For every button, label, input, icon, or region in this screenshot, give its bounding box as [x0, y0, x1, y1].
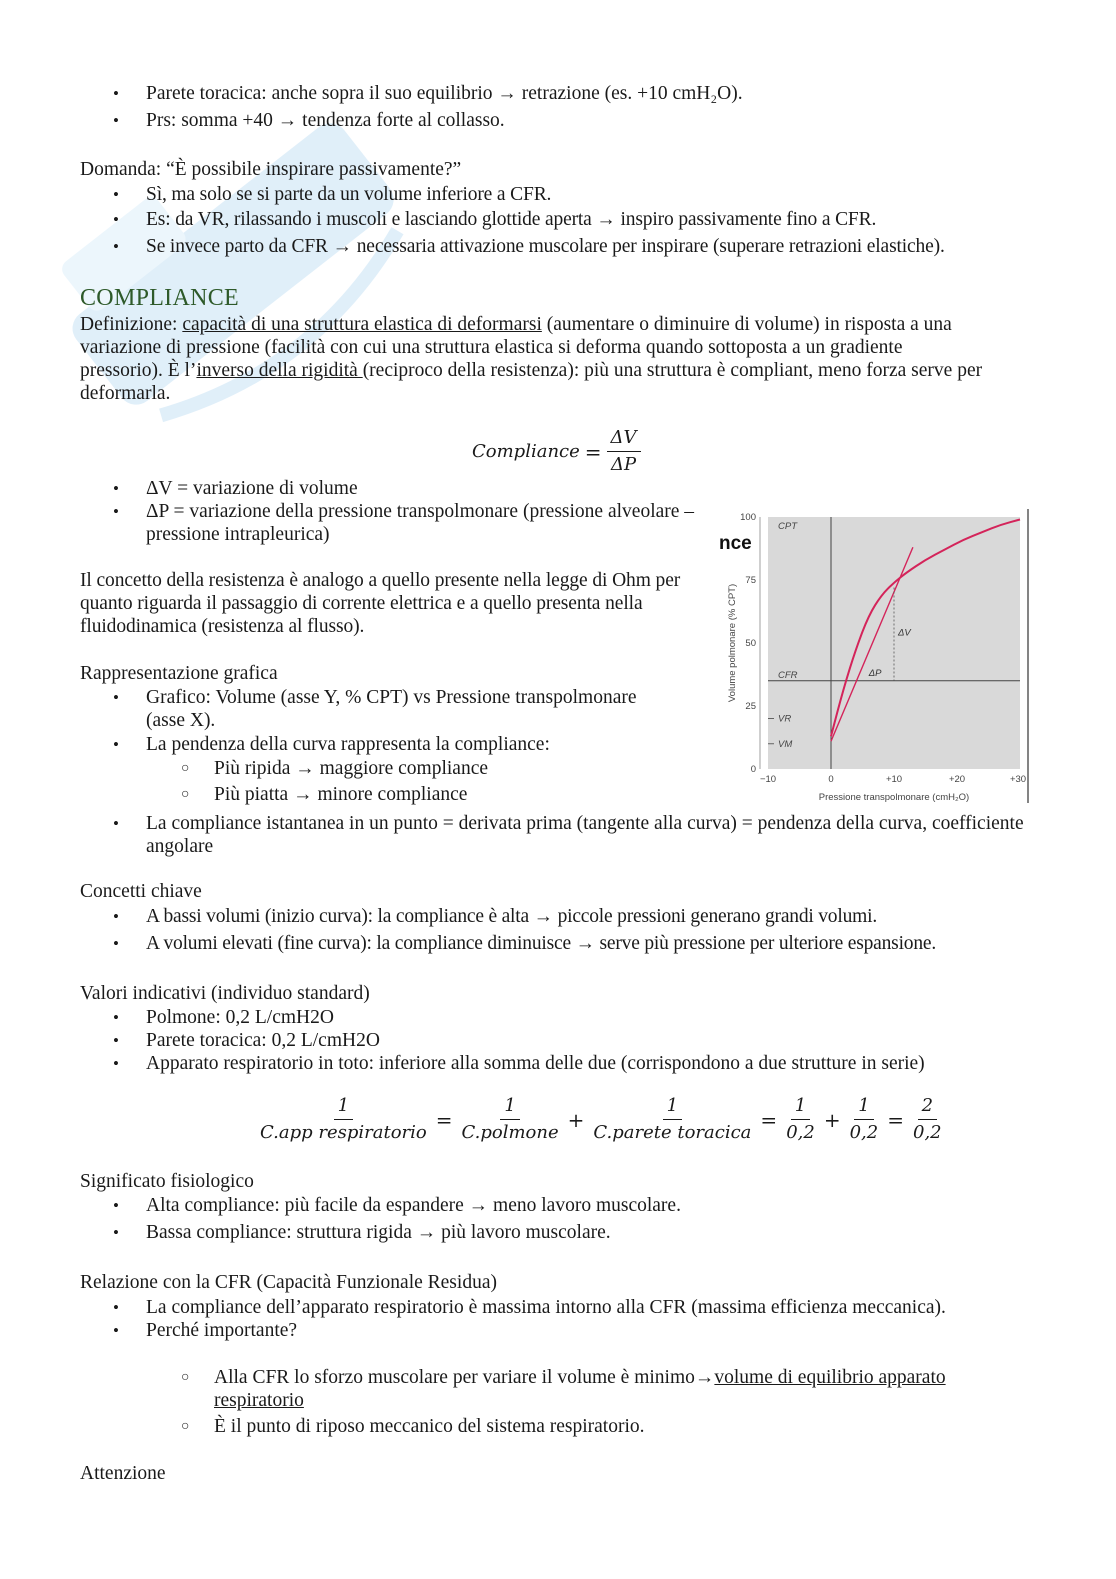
slope-bullet-text: La pendenza della curva rappresenta la compliance:	[146, 734, 550, 755]
eq-numerator: 1	[791, 1096, 810, 1120]
list-item: ○ Più ripida → maggiore compliance	[80, 756, 640, 782]
y-mark-label-vr: VR	[778, 713, 792, 725]
list-item: ○ Più piatta → minore compliance	[80, 782, 640, 808]
y-mark-label-cpt: CPT	[778, 521, 797, 532]
x-tick-label: +30	[1009, 774, 1027, 785]
formula-denominator: ΔP	[610, 454, 637, 475]
list-item: • Grafico: Volume (asse Y, % CPT) vs Pressione transpolmonare (asse X).	[80, 686, 650, 732]
definition-text: (aumentare o diminuire di volume) in risposta a una variazione di pressione (facilità con cui una struttura elastica si deforma quando sottoposta a un gradiente pressorio). È l’	[80, 314, 952, 381]
y-tick-label: 25	[745, 701, 756, 712]
top-bullet-list	[80, 82, 1070, 132]
x-tick-label: 0	[828, 774, 834, 785]
resistance-paragraph: Il concetto della resistenza è analogo a quello presente nella legge di Ohm per quanto riguarda il passaggio di corrente elettrica e a quello presenta nella fluidodinamica (resistenza al flusso).	[80, 570, 681, 637]
definition-text-2: (reciproco della resistenza): più una struttura è compliant, meno forza serve per deformarla.	[80, 360, 983, 404]
formula-equals: =	[584, 439, 602, 464]
physio-list	[80, 1194, 1040, 1244]
list-item: • Prs: somma +40 → tendenza forte al collasso.	[80, 109, 1070, 132]
eq-numerator: 1	[854, 1096, 873, 1120]
x-tick-label: +10	[885, 774, 903, 785]
graph-bullet-list	[80, 686, 650, 756]
list-item: • A volumi elevati (fine curva): la compliance diminuisce → serve più pressione per ulteriore espansione.	[80, 932, 1090, 955]
eq-fraction-lung	[458, 1096, 563, 1143]
list-item: • Perché importante?	[80, 1319, 980, 1342]
eq-equals: =	[435, 1107, 453, 1132]
section-heading: COMPLIANCE	[80, 285, 240, 311]
eq-denominator: C.parete toracica	[593, 1122, 752, 1143]
definition-paragraph	[80, 313, 985, 405]
cfr-list	[80, 1296, 980, 1342]
y-tick-label: 100	[740, 512, 756, 523]
list-item: ○ È il punto di riposo meccanico del sistema respiratorio.	[80, 1414, 1040, 1440]
inverse-rigidity-term: inverso della rigidità	[196, 360, 363, 381]
eq-denominator: 0,2	[849, 1122, 879, 1143]
eq-numerator: 1	[334, 1096, 353, 1120]
eq-numerator: 2	[918, 1096, 937, 1120]
y-mark-label-vm: VM	[778, 738, 793, 750]
delta-p-label: ΔP	[868, 667, 882, 679]
list-item: • La compliance istantanea in un punto = derivata prima (tangente alla curva) = pendenza della curva, coefficiente angolare	[80, 812, 1040, 858]
list-item: • Alta compliance: più facile da espandere → meno lavoro muscolare.	[80, 1194, 1040, 1217]
list-item: • Es: da VR, rilassando i muscoli e lasciando glottide aperta → inspiro passivamente fino a CFR.	[80, 208, 1080, 231]
eq-denominator: C.app respiratorio	[260, 1122, 427, 1143]
series-compliance-equation	[256, 1096, 946, 1143]
eq-plus: +	[567, 1107, 585, 1132]
physio-title: Significato fisiologico	[80, 1171, 254, 1192]
y-mark-label-cfr: CFR	[778, 669, 798, 681]
eq-denominator: 0,2	[786, 1122, 815, 1143]
x-tick-label: −10	[759, 774, 777, 785]
eq-plus: +	[823, 1107, 841, 1132]
list-item: • Parete toracica: anche sopra il suo equilibrio → retrazione (es. +10 cmH₂O).	[80, 82, 1070, 105]
eq-numerator: 1	[663, 1096, 682, 1120]
chart-y-label: Volume polmonare (% CPT)	[727, 583, 738, 703]
question-text: Domanda: “È possibile inspirare passivamente?”	[80, 159, 462, 180]
attention-label: Attenzione	[80, 1463, 166, 1484]
equilibrium-volume-term: volume di equilibrio apparato respiratorio	[214, 1367, 946, 1411]
eq-denominator: C.polmone	[461, 1122, 559, 1143]
list-item: • Parete toracica: 0,2 L/cmH2O	[80, 1029, 1040, 1052]
list-item: • Polmone: 0,2 L/cmH2O	[80, 1006, 1040, 1029]
formula-lhs: Compliance	[472, 441, 580, 462]
chart-x-label: Pressione transpolmonare (cmH₂O)	[818, 792, 970, 803]
list-item: • Apparato respiratorio in toto: inferiore alla somma delle due (corrispondono a due strutture in serie)	[80, 1052, 1040, 1075]
list-item	[80, 733, 650, 756]
list-item: • ΔP = variazione della pressione transpolmonare (pressione alveolare – pressione intrapleurica)	[80, 500, 700, 546]
formula-fraction	[607, 428, 641, 475]
graph-section-title: Rappresentazione grafica	[80, 663, 278, 684]
eq-numerator: 1	[500, 1096, 519, 1120]
cfr-title: Relazione con la CFR (Capacità Funzionale Residua)	[80, 1272, 497, 1293]
list-item: • A bassi volumi (inizio curva): la compliance è alta → piccole pressioni generano grandi volumi.	[80, 905, 1090, 928]
values-title: Valori indicativi (individuo standard)	[80, 983, 370, 1004]
cfr-sub-text: Alla CFR lo sforzo muscolare per variare il volume è minimo→	[214, 1367, 715, 1388]
variable-bullet-list	[80, 477, 700, 546]
list-item: • La compliance dell’apparato respiratorio è massima intorno alla CFR (massima efficienza meccanica).	[80, 1296, 980, 1319]
plot-area	[768, 517, 1020, 769]
eq-fraction-result	[909, 1096, 946, 1143]
eq-fraction-value-1	[782, 1096, 819, 1143]
y-tick-label: 0	[750, 764, 756, 775]
x-tick-label: +20	[948, 774, 966, 785]
eq-fraction-value-2	[846, 1096, 883, 1143]
key-concepts-title: Concetti chiave	[80, 881, 202, 902]
delta-v-label: ΔV	[898, 627, 911, 639]
definition-label: Definizione:	[80, 314, 183, 335]
list-item: • Sì, ma solo se si parte da un volume inferiore a CFR.	[80, 183, 1080, 206]
compliance-chart	[704, 505, 1034, 805]
definition-underlined-term: capacità di una struttura elastica di deformarsi	[182, 314, 542, 335]
compliance-formula	[472, 428, 641, 475]
formula-numerator: ΔV	[607, 428, 641, 452]
cfr-sub-list	[80, 1366, 1040, 1440]
list-item	[80, 1366, 1040, 1412]
question-bullet-list	[80, 183, 1080, 258]
instant-bullet-list	[80, 812, 1040, 858]
slope-sub-list	[80, 756, 640, 808]
eq-fraction-chest	[589, 1096, 755, 1143]
values-list	[80, 1006, 1040, 1075]
list-item: • ΔV = variazione di volume	[80, 477, 700, 500]
eq-equals: =	[760, 1107, 778, 1132]
eq-denominator: 0,2	[913, 1122, 942, 1143]
y-tick-label: 75	[745, 575, 756, 586]
eq-equals: =	[887, 1107, 904, 1132]
list-item: • Se invece parto da CFR → necessaria attivazione muscolare per inspirare (superare retrazioni elastiche).	[80, 235, 1080, 258]
key-concepts-list	[80, 905, 1090, 955]
list-item: • Bassa compliance: struttura rigida → più lavoro muscolare.	[80, 1221, 1040, 1244]
chart-title-fragment: nce	[719, 533, 752, 554]
y-tick-label: 50	[745, 638, 756, 649]
eq-fraction-total	[256, 1096, 431, 1143]
